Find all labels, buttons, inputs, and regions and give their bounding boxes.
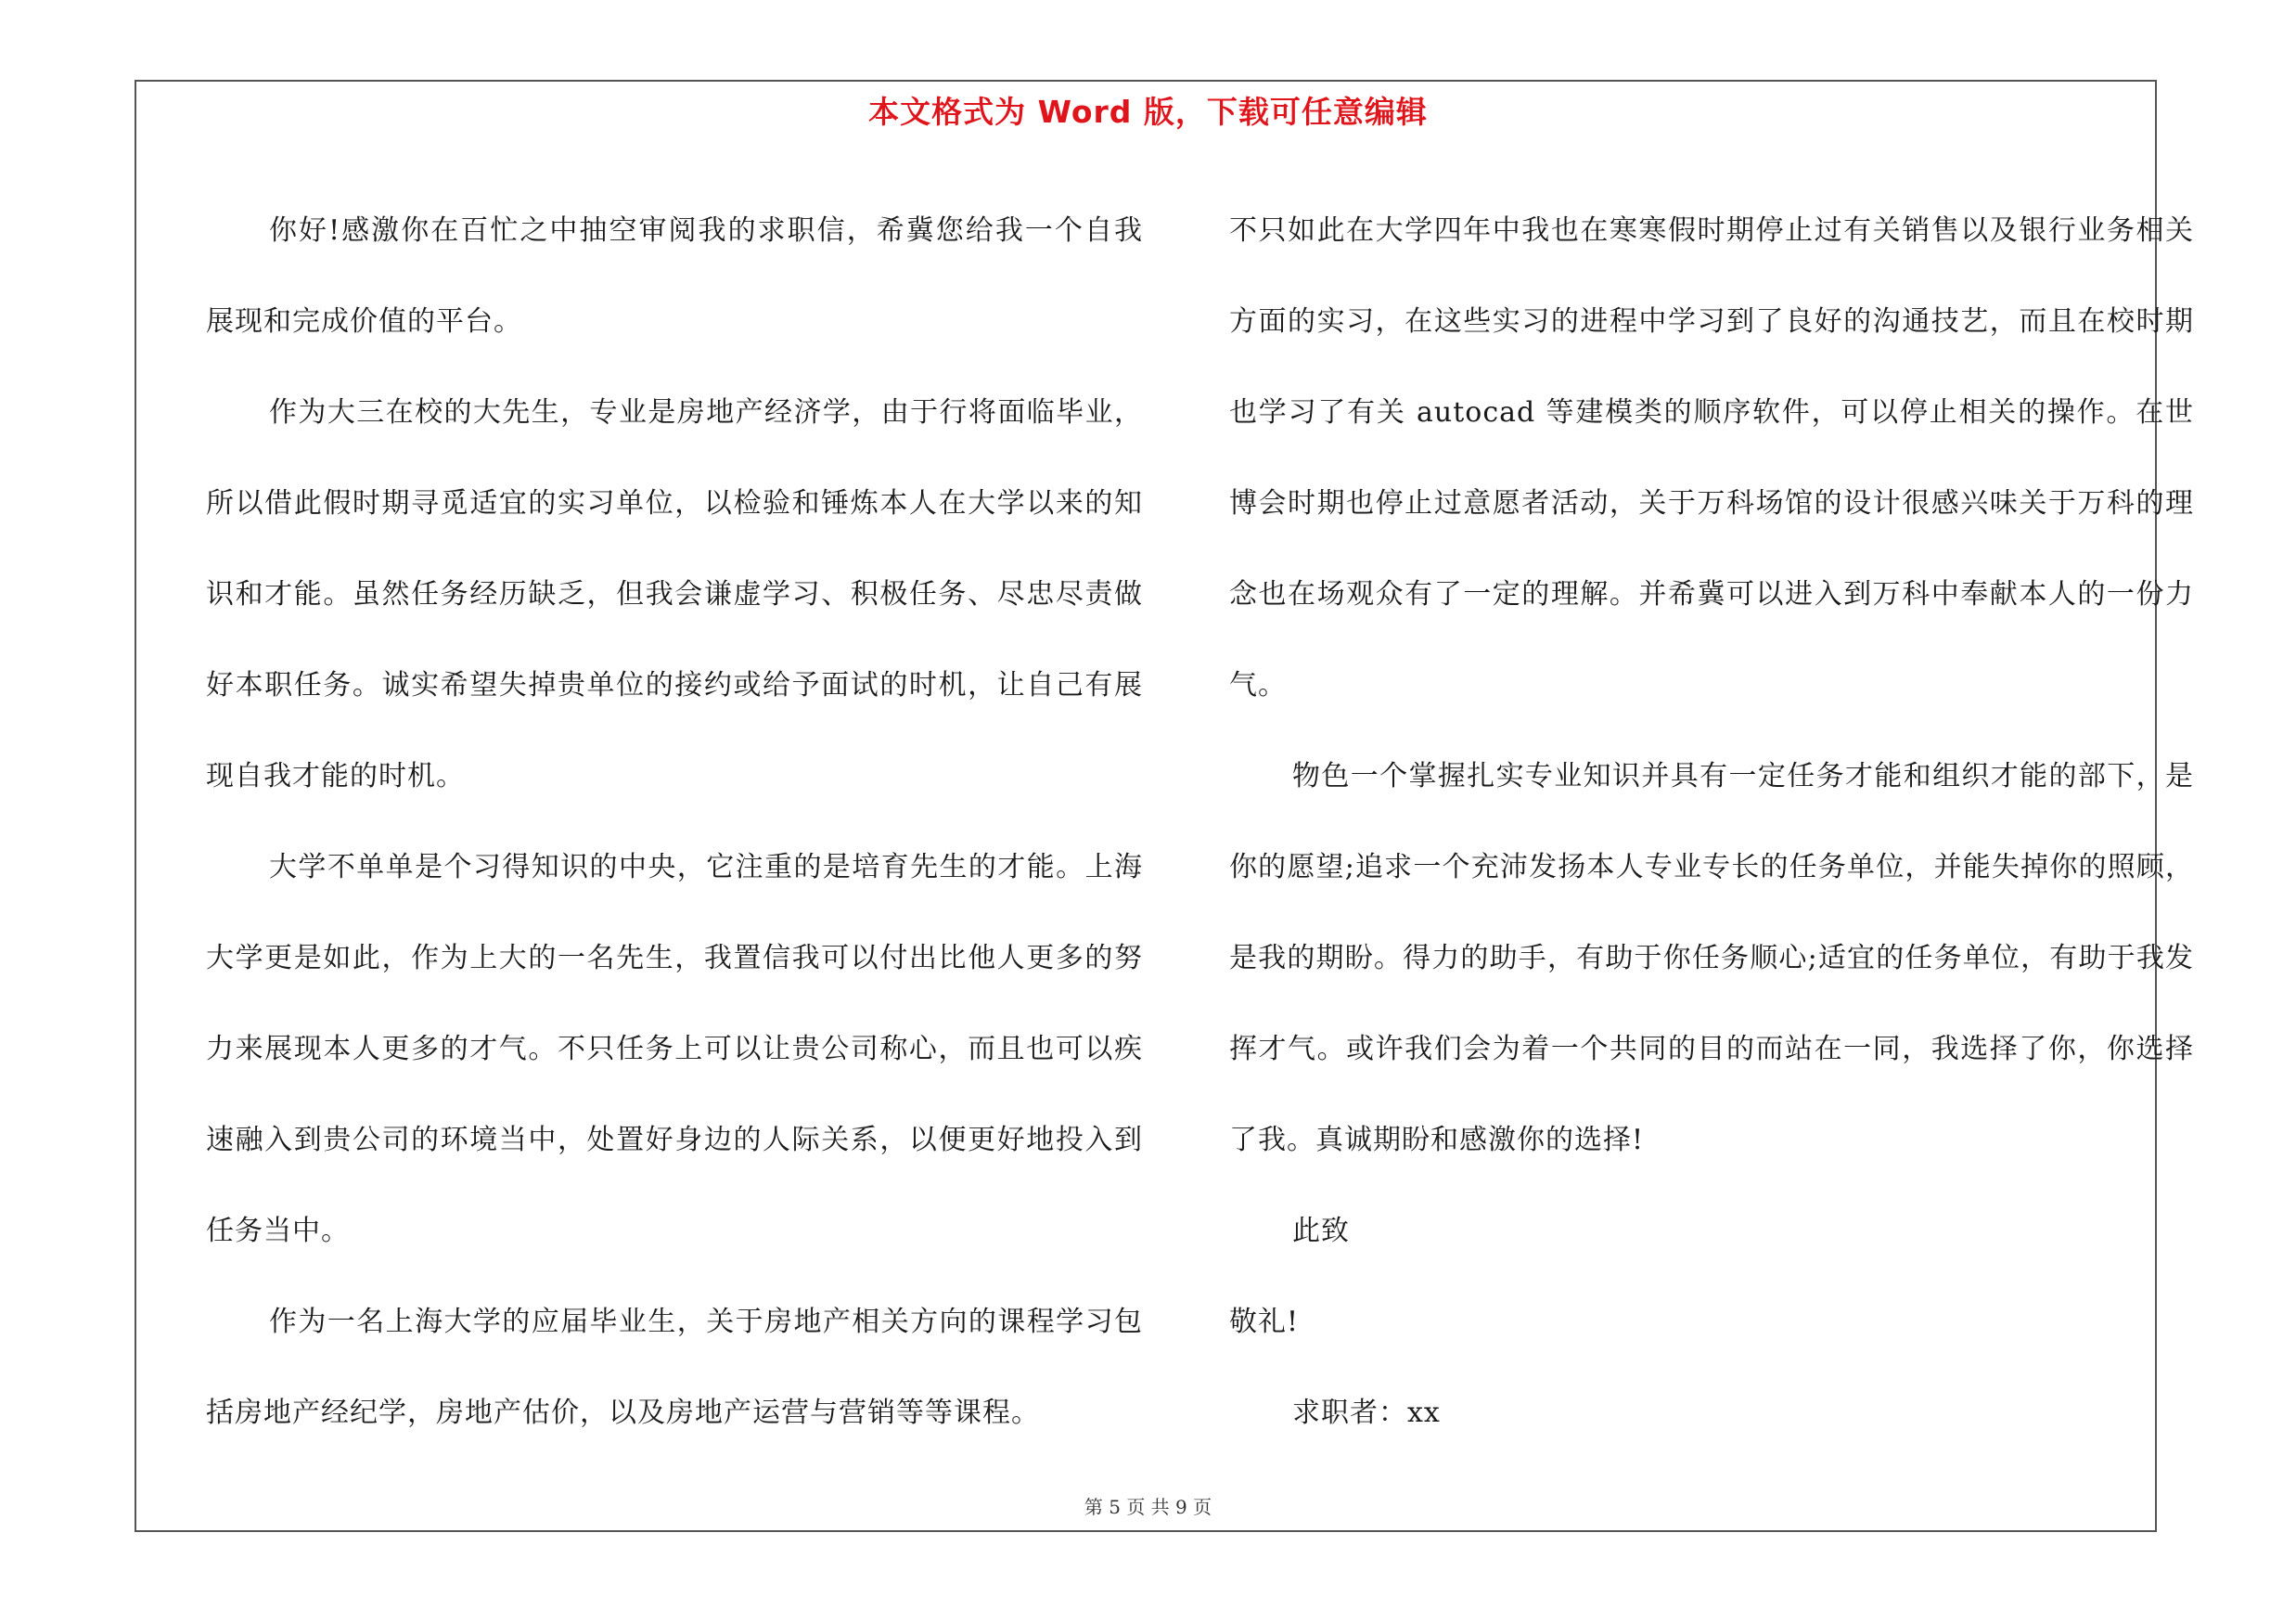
right-column: [1229, 186, 2194, 1459]
page-footer: 第 5 页 共 9 页: [1084, 1496, 1212, 1518]
paragraph-courses: 作为一名上海大学的应届毕业生，关于房地产相关方向的课程学习包括房地产经纪学，房地产估价，以及房地产运营与营销等等课程。: [206, 1306, 1143, 1429]
left-column: [206, 186, 1143, 1459]
closing-salutation: 此致: [1292, 1215, 1350, 1247]
paragraph-university: 大学不单单是个习得知识的中央，它注重的是培育先生的才能。上海大学更是如此，作为上大的一名先生，我置信我可以付出比他人更多的努力来展现本人更多的才气。不只任务上可以让贵公司称心，而且也可以疾速融入到贵公司的环境当中，处置好身边的人际关系，以便更好地投入到任务当中。: [206, 851, 1143, 1247]
paragraph-background: 作为大三在校的大先生，专业是房地产经济学，由于行将面临毕业，所以借此假时期寻觅适宜的实习单位，以检验和锤炼本人在大学以来的知识和才能。虽然任务经历缺乏，但我会谦虚学习、积极任务、尽忠尽责做好本职任务。诚实希望失掉贵单位的接约或给予面试的时机，让自己有展现自我才能的时机。: [206, 396, 1143, 792]
paragraph-wish: 物色一个掌握扎实专业知识并具有一定任务才能和组织才能的部下，是你的愿望;追求一个充沛发扬本人专业专长的任务单位，并能失掉你的照顾，是我的期盼。得力的助手，有助于你任务顺心;适宜的任务单位，有助于我发挥才气。或许我们会为着一个共同的目的而站在一同，我选择了你，你选择了我。真诚期盼和感激你的选择!: [1229, 760, 2194, 1156]
paragraph-internship: 不只如此在大学四年中我也在寒寒假时期停止过有关销售以及银行业务相关方面的实习，在这些实习的进程中学习到了良好的沟通技艺，而且在校时期也学习了有关 autocad 等建模类的顺序软件，可以停止相关的操作。在世博会时期也停止过意愿者活动，关于万科场馆的设计很感兴味关于万科的理念也在场观众有了一定的理解。并希冀可以进入到万科中奉献本人的一份力气。: [1229, 214, 2194, 702]
closing-regards: 敬礼!: [1229, 1306, 1300, 1338]
signature: 求职者：xx: [1292, 1397, 1441, 1429]
paragraph-greeting: 你好!感激你在百忙之中抽空审阅我的求职信，希冀您给我一个自我展现和完成价值的平台。: [206, 214, 1143, 338]
format-banner: 本文格式为 Word 版，下载可任意编辑: [868, 94, 1428, 130]
